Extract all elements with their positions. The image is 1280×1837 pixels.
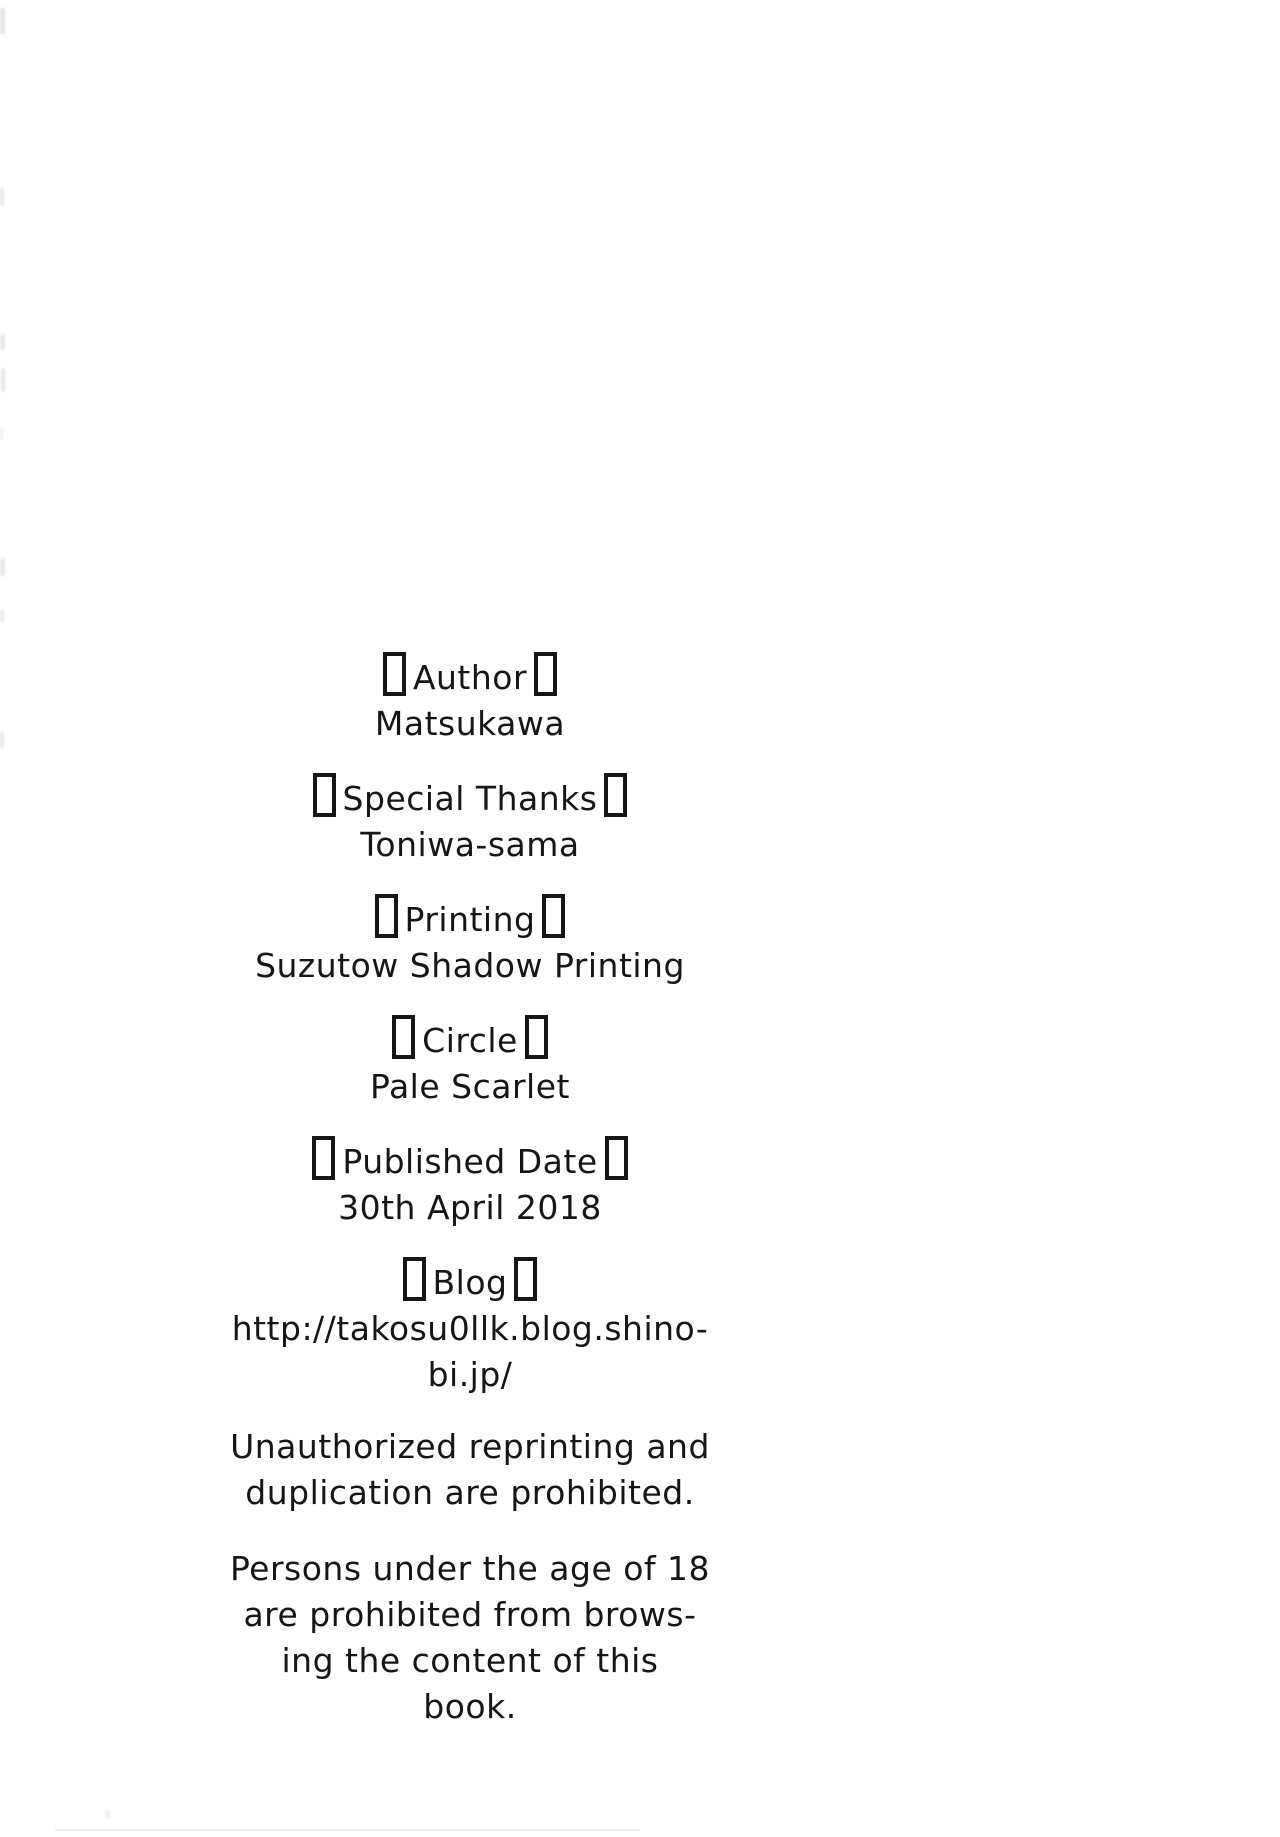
scan-artifact: [0, 732, 4, 748]
right-bracket-tofu-icon: [605, 1136, 628, 1180]
section-label: [90, 652, 850, 701]
scan-artifact: [0, 188, 4, 206]
section-circle: [90, 1015, 850, 1110]
section-blog: [90, 1257, 850, 1398]
section-value: 30th April 2018: [338, 1188, 602, 1227]
section-published-date: [90, 1136, 850, 1231]
notice-no-reprint: [90, 1424, 850, 1516]
notice-line: duplication are prohibited.: [245, 1473, 695, 1512]
section-printing: [90, 894, 850, 989]
left-bracket-tofu-icon: [392, 1015, 415, 1059]
scan-artifact: [0, 8, 5, 34]
section-label: [90, 1015, 850, 1064]
scan-artifact: [105, 1810, 110, 1819]
section-value: Toniwa-sama: [360, 825, 580, 864]
section-value: Matsukawa: [374, 704, 566, 743]
section-label-text: Published Date: [342, 1142, 598, 1181]
blog-url-line-2: bi.jp/: [427, 1355, 513, 1394]
section-value: Pale Scarlet: [370, 1067, 570, 1106]
section-label-text: Author: [412, 658, 528, 697]
scan-artifact: [0, 610, 4, 622]
scan-artifact: [1, 368, 5, 392]
left-bracket-tofu-icon: [375, 894, 398, 938]
scan-artifact: [0, 334, 5, 350]
notice-line: ing the content of this: [281, 1641, 659, 1680]
section-label-text: Printing: [404, 900, 536, 939]
section-label-text: Blog: [432, 1263, 508, 1302]
section-label-text: Special Thanks: [342, 779, 598, 818]
left-bracket-tofu-icon: [312, 1136, 335, 1180]
blog-url-line-1: http://takosu0llk.blog.shino-: [231, 1309, 709, 1348]
notice-line: Unauthorized reprinting and: [230, 1427, 710, 1466]
section-value: Suzutow Shadow Printing: [255, 946, 685, 985]
section-author: [90, 652, 850, 747]
section-label-text: Circle: [422, 1021, 518, 1060]
right-bracket-tofu-icon: [514, 1257, 537, 1301]
notice-line: book.: [423, 1687, 517, 1726]
section-label: [90, 894, 850, 943]
right-bracket-tofu-icon: [604, 773, 627, 817]
notice-line: Persons under the age of 18: [229, 1549, 711, 1588]
scan-artifact: [0, 428, 3, 440]
section-label: [90, 773, 850, 822]
right-bracket-tofu-icon: [542, 894, 565, 938]
left-bracket-tofu-icon: [403, 1257, 426, 1301]
section-special-thanks: [90, 773, 850, 868]
colophon: [90, 652, 850, 1730]
left-bracket-tofu-icon: [313, 773, 336, 817]
section-label: [90, 1136, 850, 1185]
right-bracket-tofu-icon: [525, 1015, 548, 1059]
notice-age-restriction: [90, 1546, 850, 1730]
left-bracket-tofu-icon: [383, 652, 406, 696]
scan-artifact: [0, 558, 5, 576]
section-label: [90, 1257, 850, 1306]
notice-line: are prohibited from brows-: [243, 1595, 697, 1634]
page-edge-shadow: [55, 1829, 640, 1831]
right-bracket-tofu-icon: [534, 652, 557, 696]
